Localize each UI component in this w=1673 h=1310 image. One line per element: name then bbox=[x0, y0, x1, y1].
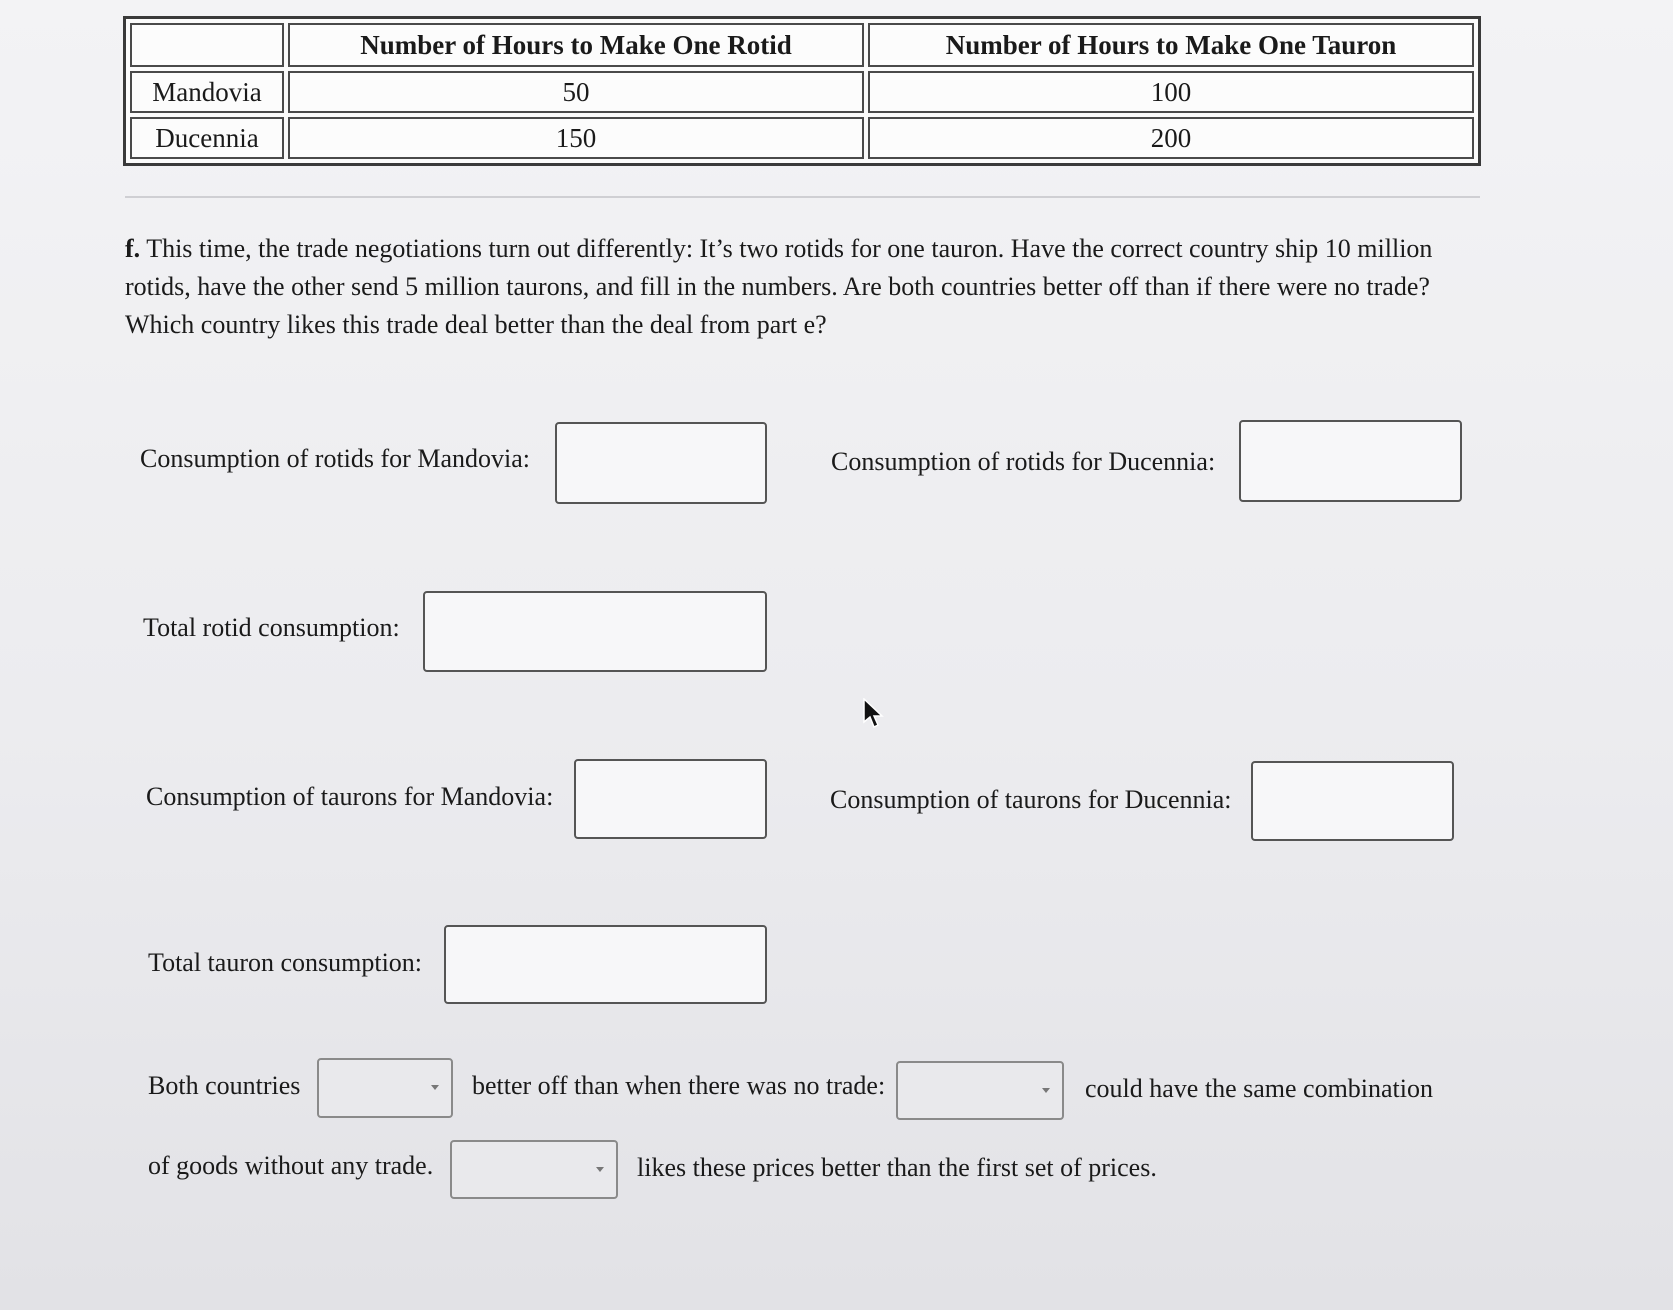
taurons-ducennia-input[interactable] bbox=[1251, 761, 1454, 841]
production-hours-table bbox=[123, 16, 1481, 166]
question-text bbox=[125, 230, 1485, 344]
label-taurons-mandovia: Consumption of taurons for Mandovia: bbox=[146, 782, 554, 811]
table-cell-rotid-hours: 50 bbox=[288, 71, 864, 113]
label-likes-prices: likes these prices better than the first set of prices. bbox=[637, 1153, 1157, 1182]
label-rotids-mandovia: Consumption of rotids for Mandovia: bbox=[140, 444, 530, 473]
table-row bbox=[130, 117, 1474, 159]
label-both-countries: Both countries bbox=[148, 1071, 301, 1100]
chevron-down-icon bbox=[596, 1167, 604, 1172]
taurons-mandovia-input[interactable] bbox=[574, 759, 767, 839]
chevron-down-icon bbox=[1042, 1088, 1050, 1093]
table-row bbox=[130, 71, 1474, 113]
label-same-combination: could have the same combination bbox=[1085, 1074, 1434, 1103]
rotids-mandovia-input[interactable] bbox=[555, 422, 767, 504]
section-divider bbox=[125, 196, 1480, 198]
label-taurons-ducennia: Consumption of taurons for Ducennia: bbox=[830, 785, 1232, 814]
table-cell-tauron-hours: 200 bbox=[868, 117, 1474, 159]
total-tauron-input[interactable] bbox=[444, 925, 767, 1004]
better-off-select[interactable] bbox=[317, 1058, 453, 1118]
label-without-trade: of goods without any trade. bbox=[148, 1151, 434, 1180]
table-cell-country: Mandovia bbox=[130, 71, 284, 113]
question-body: This time, the trade negotiations turn out differently: It’s two rotids for one tauron. Have the correct country ship 10 million rotids, have the other send 5 million taurons, and fill in the numbers. Are both countries better off than if there were no trade? Which country likes this trade deal better than the deal from part e? bbox=[125, 234, 1433, 339]
chevron-down-icon bbox=[431, 1085, 439, 1090]
label-total-rotid: Total rotid consumption: bbox=[143, 613, 400, 642]
table-cell-rotid-hours: 150 bbox=[288, 117, 864, 159]
table-header-rotid: Number of Hours to Make One Rotid bbox=[288, 23, 864, 67]
table-cell-country: Ducennia bbox=[130, 117, 284, 159]
country-same-combination-select[interactable] bbox=[896, 1061, 1064, 1120]
rotids-ducennia-input[interactable] bbox=[1239, 420, 1462, 502]
table-cell-tauron-hours: 100 bbox=[868, 71, 1474, 113]
question-prefix: f. bbox=[125, 234, 141, 263]
country-prefers-prices-select[interactable] bbox=[450, 1140, 618, 1199]
table-header-tauron: Number of Hours to Make One Tauron bbox=[868, 23, 1474, 67]
table-header-blank bbox=[130, 23, 284, 67]
total-rotid-input[interactable] bbox=[423, 591, 767, 672]
table-header-row bbox=[130, 23, 1474, 67]
mouse-cursor-icon bbox=[862, 698, 884, 730]
label-better-off: better off than when there was no trade: bbox=[472, 1071, 886, 1100]
label-total-tauron: Total tauron consumption: bbox=[148, 948, 423, 977]
label-rotids-ducennia: Consumption of rotids for Ducennia: bbox=[831, 447, 1216, 476]
